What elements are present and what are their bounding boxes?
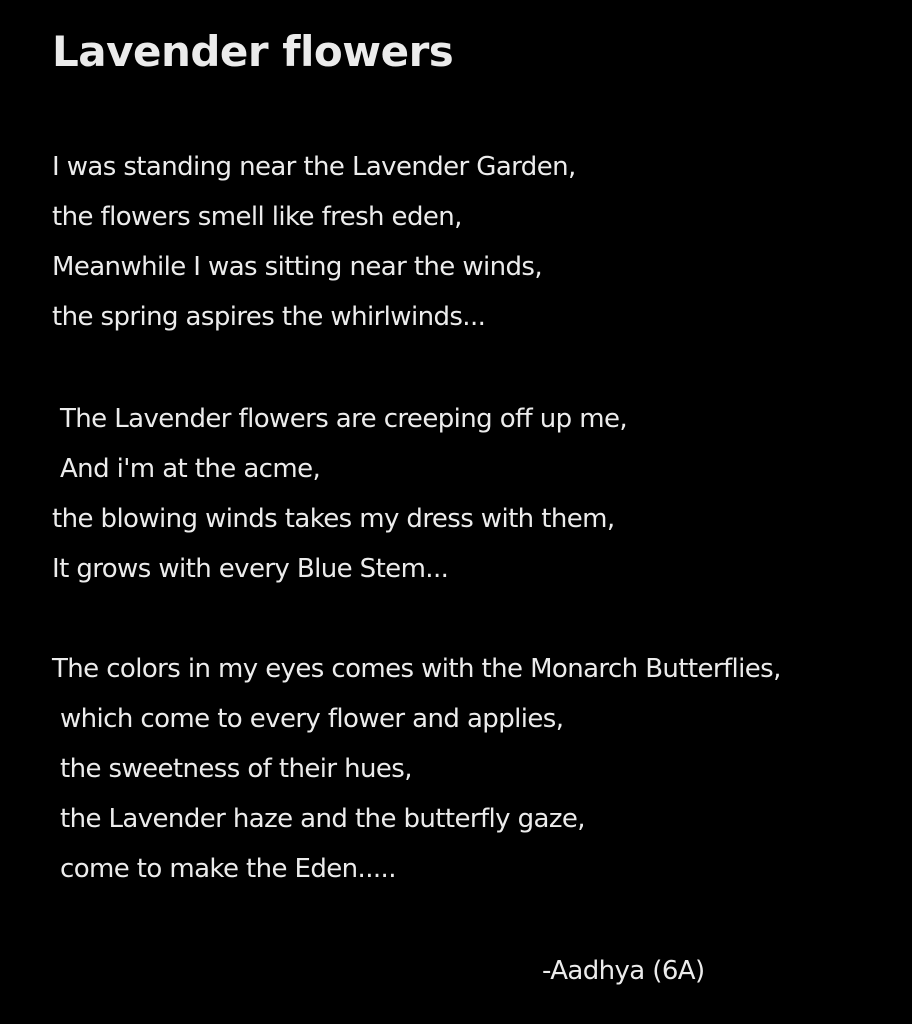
poem-line: the sweetness of their hues, [60, 754, 412, 784]
poem-line: which come to every flower and applies, [60, 704, 564, 734]
poem-line: The colors in my eyes comes with the Monarch Butterflies, [52, 654, 781, 684]
poem-line: the spring aspires the whirlwinds... [52, 302, 486, 332]
poem-line: the flowers smell like fresh eden, [52, 202, 462, 232]
poem-line: And i'm at the acme, [60, 454, 321, 484]
poem-line: come to make the Eden..... [60, 854, 396, 884]
poem-signature: -Aadhya (6A) [542, 956, 705, 986]
poem-line: the blowing winds takes my dress with them, [52, 504, 615, 534]
poem-title: Lavender flowers [52, 27, 454, 76]
poem-line: Meanwhile I was sitting near the winds, [52, 252, 543, 282]
poem-line: It grows with every Blue Stem... [52, 554, 449, 584]
poem-line: the Lavender haze and the butterfly gaze, [60, 804, 585, 834]
poem-line: The Lavender flowers are creeping off up me, [60, 404, 628, 434]
poem-line: I was standing near the Lavender Garden, [52, 152, 576, 182]
